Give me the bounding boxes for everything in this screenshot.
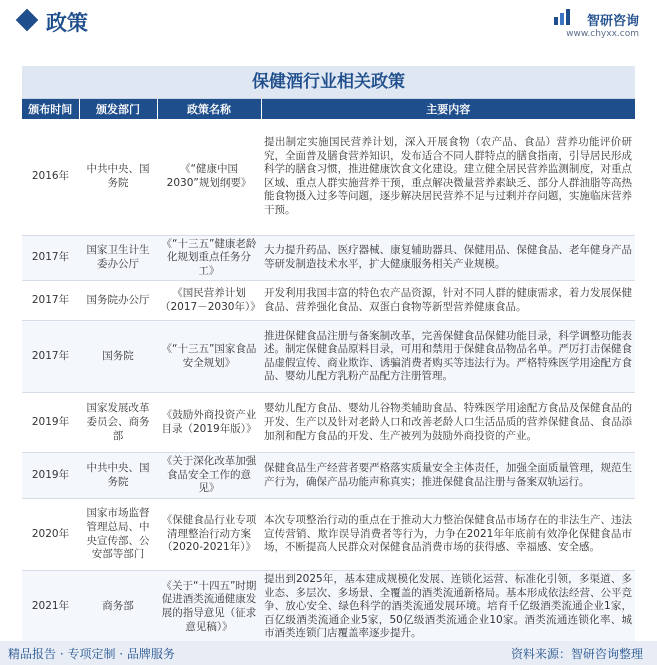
cell-policy-name: 《“健康中国2030”规划纲要》 [157, 119, 261, 235]
page-title: 政策 [46, 11, 88, 35]
table-title: 保健酒行业相关政策 [22, 66, 635, 99]
table-row [22, 119, 635, 235]
table-row [22, 321, 635, 393]
cell-dept: 中共中央、国务院 [79, 119, 157, 235]
cell-dept: 国务院 [79, 321, 157, 393]
cell-content: 本次专项整治行动的重点在于推动大力整治保健食品市场存在的非法生产、违法宣传营销、欺诈误导消费者等行为，力争在2021年年底前有效净化保健食品市场，不断提高人民群众对保健食品消费市场的获得感、幸福感、安全感。 [261, 499, 635, 571]
cell-time: 2017年 [22, 235, 79, 281]
table-row [22, 281, 635, 321]
table-row [22, 453, 635, 499]
cell-policy-name: 《保健食品行业专项清理整治行动方案（2020-2021年）》 [157, 499, 261, 571]
cell-policy-name: 《“十三五”健康老龄化规划重点任务分工》 [157, 235, 261, 281]
column-header-name: 政策名称 [157, 99, 261, 119]
logo-url: www.chyxx.com [566, 29, 639, 39]
table-row [22, 235, 635, 281]
cell-time: 2016年 [22, 119, 79, 235]
table-row [22, 393, 635, 453]
table-header-row [22, 99, 635, 119]
cell-content: 保健食品生产经营者要严格落实质量安全主体责任，加强全面质量管理，规范生产行为，确保产品功能声称真实；推进保健食品注册与备案双轨运行。 [261, 453, 635, 499]
cell-policy-name: 《“十三五”国家食品安全规划》 [157, 321, 261, 393]
cell-time: 2019年 [22, 453, 79, 499]
cell-dept: 国家卫生计生委办公厅 [79, 235, 157, 281]
page-footer [0, 641, 657, 665]
footer-tagline: 精品报告 · 专项定制 · 品牌服务 [8, 647, 175, 661]
logo-icon [553, 8, 571, 26]
column-header-content: 主要内容 [261, 99, 635, 119]
cell-content: 婴幼儿配方食品、婴幼儿谷物类辅助食品、特殊医学用途配方食品及保健食品的开发、生产以及针对老龄人口和改善老龄人口生活品质的营养保健食品、食品添加剂和配方食品的开发、生产被列为鼓励外商投资的产业。 [261, 393, 635, 453]
cell-time: 2020年 [22, 499, 79, 571]
cell-dept: 国家发展改革委员会、商务部 [79, 393, 157, 453]
table-row [22, 499, 635, 571]
table-row [22, 571, 635, 644]
cell-policy-name: 《国民营养计划（2017－2030年）》 [157, 281, 261, 321]
cell-content: 提出制定实施国民营养计划，深入开展食物（农产品、食品）营养功能评价研究，全面普及膳食营养知识，发布适合不同人群特点的膳食指南，引导居民形成科学的膳食习惯，推进健康饮食文化建设。建立健全居民营养监测制度，对重点区域、重点人群实施营养干预，重点解决微量营养素缺乏、部分人群油脂等高热能食物摄入过多等问题，逐步解决居民营养不足与过剩并存问题，实施临床营养干预。 [261, 119, 635, 235]
policy-table [22, 99, 635, 644]
cell-content: 大力提升药品、医疗器械、康复辅助器具、保健用品、保健食品、老年健身产品等研发制造技术水平，扩大健康服务相关产业规模。 [261, 235, 635, 281]
cell-policy-name: 《关于“十四五”时期促进酒类流通健康发展的指导意见（征求意见稿）》 [157, 571, 261, 644]
cell-content: 提出到2025年，基本建成规模化发展、连锁化运营、标准化引领，多渠道、多业态、多层次、多场景、全覆盖的酒类流通新格局。基本形成依法经营、公平竞争、放心安全、绿色科学的酒类流通发展环境。培育千亿级酒类流通企业1家，百亿级酒类流通企业5家，50亿级酒类流通企业10家。酒类流通连锁化率、城市酒类连锁门店覆盖率逐步提升。 [261, 571, 635, 644]
cell-time: 2017年 [22, 281, 79, 321]
page-header [0, 0, 657, 44]
diamond-icon [16, 9, 39, 32]
cell-time: 2021年 [22, 571, 79, 644]
cell-dept: 国家市场监督管理总局、中央宣传部、公安部等部门 [79, 499, 157, 571]
cell-policy-name: 《鼓励外商投资产业目录（2019年版）》 [157, 393, 261, 453]
policy-table-panel [22, 66, 635, 644]
cell-dept: 商务部 [79, 571, 157, 644]
cell-dept: 中共中央、国务院 [79, 453, 157, 499]
cell-time: 2019年 [22, 393, 79, 453]
column-header-time: 颁布时间 [22, 99, 79, 119]
column-header-dept: 颁发部门 [79, 99, 157, 119]
logo-name: 智研咨询 [586, 14, 639, 29]
cell-content: 开发利用我国丰富的特色农产品资源，针对不同人群的健康需求，着力发展保健食品、营养强化食品、双蛋白食物等新型营养健康食品。 [261, 281, 635, 321]
footer-source: 资料来源：智研咨询整理 [510, 647, 643, 661]
cell-dept: 国务院办公厅 [79, 281, 157, 321]
cell-time: 2017年 [22, 321, 79, 393]
cell-content: 推进保健食品注册与备案制改革，完善保健食品保健功能目录，科学调整功能表述。制定保健食品原料目录，可用和禁用于保健食品物品名单。严厉打击保健食品虚假宣传、商业欺诈、诱骗消费者购买等违法行为。严格特殊医学用途配方食品、婴幼儿配方乳粉产品配方注册管理。 [261, 321, 635, 393]
cell-policy-name: 《关于深化改革加强食品安全工作的意见》 [157, 453, 261, 499]
